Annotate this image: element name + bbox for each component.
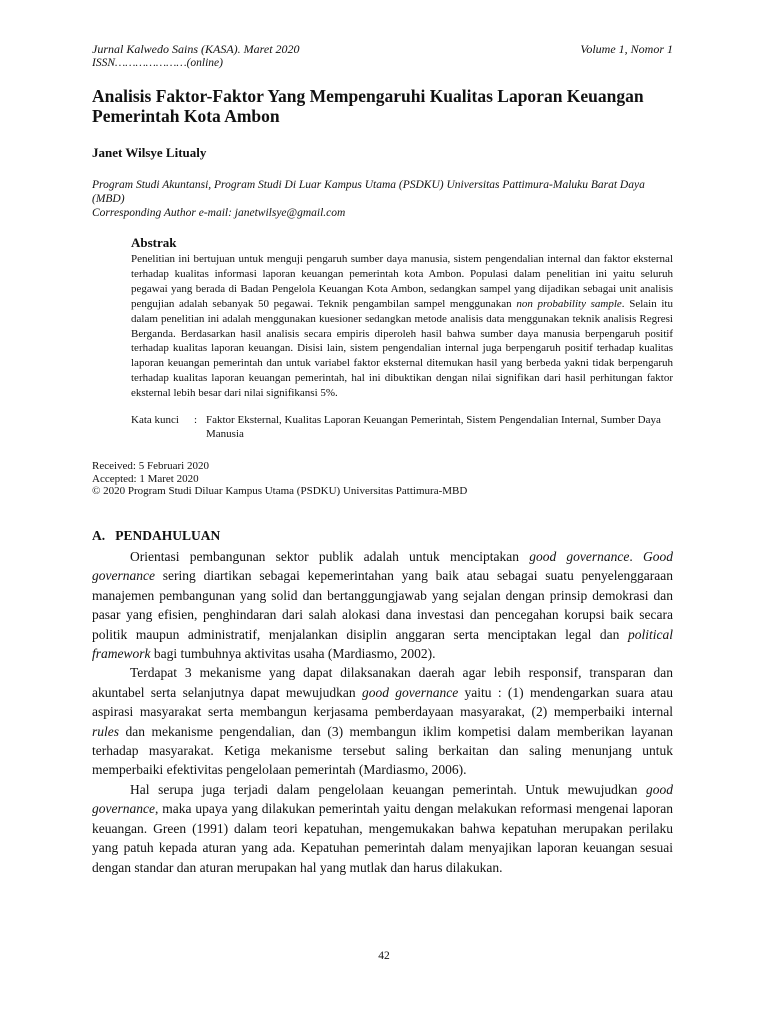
abstract-text-1: Penelitian ini bertujuan untuk menguji pengaruh sumber daya manusia, sistem pengendalian internal dan faktor eksternal terhadap kualitas informasi laporan keuangan pemerintah kota Ambon. Populasi dalam penelitian ini yaitu seluruh pegawai yang berada di Badan Pengelola Keuangan Kota Ambon, sedangkan sampel yang dijadikan sebagai unit analisis pengujian adalah sebanyak 50 pegawai. Teknik pengambilan sampel menggunakan: [131, 253, 673, 310]
accepted-date: Accepted: 1 Maret 2020: [92, 472, 199, 485]
p1-text-a: Orientasi pembangunan sektor publik adalah untuk menciptakan: [130, 549, 530, 564]
section-pendahuluan: [92, 528, 673, 877]
p1-text-c: .: [629, 549, 644, 564]
page-number: 42: [378, 950, 390, 962]
paragraph-3: [92, 780, 673, 877]
affiliation: [92, 178, 673, 220]
paragraph-1: [92, 547, 673, 663]
p1-text-e: sering diartikan sebagai kepemerintahan yang baik atau sebagai suatu penyelenggaraan manajemen pembangunan yang solid dan bertanggungjawab yang sejalan dengan prinsip demokrasi dan pasar yang efisien, penghindaran dari salah alokasi dana investasi dan pencegahan korupsi baik secara politik maupun administratif, menjalankan disiplin anggaran serta menciptakan legal dan: [92, 568, 673, 642]
abstract-text-2: . Selain itu dalam penelitian ini adalah menggunakan kuesioner sedangkan metode analisis data menggunakan teknik analisis Regresi Berganda. Berdasarkan hasil analisis secara empiris diperoleh hasil bahwa sumber daya manusia berpengaruh positif terhadap kualitas laporan keuangan. Disisi lain, sistem pengendalian internal juga berpengaruh positif terhadap kualitas laporan keuangan pemerintah dan untuk variabel faktor eksternal ditemukan hasil yang berbeda yakni tidak berpengaruh terhadap kualitas laporan keuangan pemerintah, hal ini dibuktikan dengan nilai signifikan dari hasil perhitungan faktor eksternal lebih besar dari nilai signifikansi 5%.: [131, 297, 673, 400]
paragraph-2: [92, 663, 673, 779]
abstract-heading: Abstrak: [131, 235, 177, 250]
copyright-notice: © 2020 Program Studi Diluar Kampus Utama (PSDKU) Universitas Pattimura-MBD: [92, 485, 468, 497]
abstract: [131, 235, 673, 441]
p2-text-c: yaitu : (1) mendengarkan suara atau aspirasi masyarakat serta membangun kerjasama pemberdayaan masyarakat, (2) memperbaiki internal: [92, 684, 673, 720]
p1-italic-b: good governance: [529, 549, 630, 564]
p2-italic-b: good governance: [361, 684, 459, 700]
corresponding-author: Corresponding Author e-mail: janetwilsye@gmail.com: [92, 207, 346, 219]
article-dates: [92, 460, 467, 498]
p3-text-c: , maka upaya yang dilakukan pemerintah yaitu dengan melakukan reformasi mengenai laporan keuangan. Green (1991) dalam teori kepatuhan, mengemukakan bahwa kepatuhan merupakan perilaku yang patuh kepada aturan yang ada. Kepatuhan pemerintah dalam menyajikan laporan keuangan sesuai dengan standar dan aturan merupakan hal yang mutlak dan harus dilakukan.: [92, 801, 673, 875]
author-name: Janet Wilsye Litualy: [92, 145, 207, 160]
p2-text-a: Terdapat 3 mekanisme yang dapat dilaksanakan daerah agar lebih responsif, transparan dan akuntabel serta selanjutnya dapat mewujudkan: [92, 665, 673, 700]
p3-italic-b: good governance: [92, 781, 673, 817]
journal-name: Jurnal Kalwedo Sains (KASA). Maret 2020: [92, 42, 300, 56]
received-date: Received: 5 Februari 2020: [92, 460, 209, 472]
running-header: [92, 42, 673, 70]
abstract-italic-term: non probability sample: [516, 297, 622, 310]
keywords-text: Faktor Eksternal, Kualitas Laporan Keuangan Pemerintah, Sistem Pengendalian Internal, Sumber Daya Manusia: [206, 414, 661, 441]
issn: ISSN…………………(online): [92, 57, 223, 69]
p1-italic-f: political framework: [92, 626, 673, 662]
paper-title: Analisis Faktor-Faktor Yang Mempengaruhi Kualitas Laporan Keuangan Pemerintah Kota Ambon: [92, 86, 644, 126]
p3-text-a: Hal serupa juga terjadi dalam pengelolaan keuangan pemerintah. Untuk mewujudkan: [130, 781, 646, 797]
abstract-body: [131, 252, 673, 401]
p1-text-g: bagi tumbuhnya aktivitas usaha (Mardiasmo, 2002).: [150, 646, 436, 662]
keywords-label: Kata kunci: [131, 414, 179, 427]
section-heading: A. PENDAHULUAN: [92, 528, 221, 543]
p2-italic-d: rules: [92, 723, 119, 739]
p2-text-e: dan mekanisme pengendalian, dan (3) membangun iklim kompetisi dalam memberikan layanan terhadap masyarakat. Ketiga mekanisme tersebut saling berkaitan dan saling menunjang untuk memperbaiki efektivitas pengelolaan pemerintah (Mardiasmo, 2006).: [92, 723, 673, 778]
p1-italic-d: Good governance: [92, 549, 674, 584]
keywords: [131, 413, 673, 441]
keywords-colon: :: [194, 414, 198, 427]
affiliation-program: Program Studi Akuntansi, Program Studi Di Luar Kampus Utama (PSDKU) Universitas Pattimura-Maluku Barat Daya (MBD): [92, 179, 645, 205]
volume-number: Volume 1, Nomor 1: [580, 42, 673, 56]
